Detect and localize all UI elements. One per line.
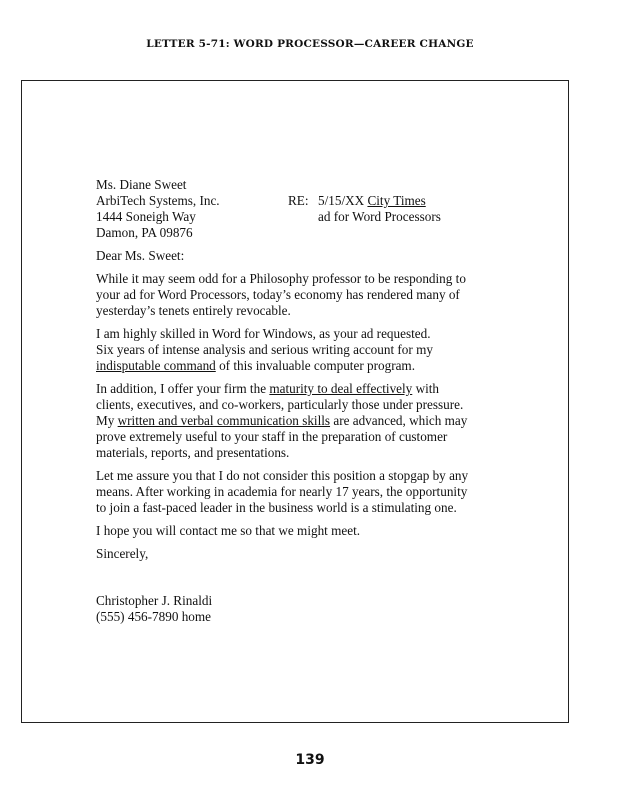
text-line: I am highly skilled in Word for Windows, as your ad requested. <box>96 326 431 341</box>
re-line-2: ad for Word Processors <box>318 209 441 224</box>
recipient-city: Damon, PA 09876 <box>96 225 193 240</box>
address-line <box>96 209 496 225</box>
recipient-company: ArbiTech Systems, Inc. <box>96 193 220 208</box>
text-line: your ad for Word Processors, today’s economy has rendered many of <box>96 287 460 302</box>
text-line: means. After working in academia for nearly 17 years, the opportunity <box>96 484 468 499</box>
re-publication: City Times <box>367 193 426 208</box>
signature-name: Christopher J. Rinaldi <box>96 593 213 608</box>
re-line-1 <box>318 193 426 209</box>
text-line: yesterday’s tenets entirely revocable. <box>96 303 291 318</box>
text-line: My <box>96 413 118 428</box>
underlined-phrase: maturity to deal effectively <box>269 381 413 396</box>
text-line: Let me assure you that I do not consider this position a stopgap by any <box>96 468 469 483</box>
page-header: LETTER 5-71: WORD PROCESSOR—CAREER CHANGE <box>146 38 474 50</box>
re-date: 5/15/XX <box>318 193 365 208</box>
recipient-address <box>96 177 496 241</box>
text-line: prove extremely useful to your staff in the preparation of customer <box>96 429 448 444</box>
text-line: materials, reports, and presentations. <box>96 445 290 460</box>
text-line: are advanced, which may <box>330 413 468 428</box>
salutation: Dear Ms. Sweet: <box>96 248 185 263</box>
text-line: clients, executives, and co-workers, particularly those under pressure. <box>96 397 464 412</box>
paragraph-2 <box>96 326 496 374</box>
underlined-phrase: written and verbal communication skills <box>117 413 331 428</box>
recipient-street: 1444 Soneigh Way <box>96 209 196 224</box>
text-line: Six years of intense analysis and serious writing account for my <box>96 342 433 357</box>
signature-block <box>96 593 496 625</box>
signature-phone: (555) 456-7890 home <box>96 609 212 624</box>
text-line: to join a fast-paced leader in the business world is a stimulating one. <box>96 500 457 515</box>
letter-body <box>96 177 496 625</box>
paragraph-1 <box>96 271 496 319</box>
text-line: While it may seem odd for a Philosophy professor to be responding to <box>96 271 466 286</box>
closing: Sincerely, <box>96 546 149 561</box>
address-line <box>96 193 496 209</box>
paragraph-4 <box>96 468 496 516</box>
text-line: of this invaluable computer program. <box>215 358 415 373</box>
recipient-name: Ms. Diane Sweet <box>96 177 187 192</box>
text-line: In addition, I offer your firm the <box>96 381 270 396</box>
re-label: RE: <box>288 193 309 208</box>
text-line: with <box>412 381 440 396</box>
page-number: 139 <box>295 752 325 768</box>
address-line <box>96 225 496 241</box>
address-line <box>96 177 496 193</box>
underlined-phrase: indisputable command <box>96 358 216 373</box>
paragraph-3 <box>96 381 496 461</box>
paragraph-5: I hope you will contact me so that we might meet. <box>96 523 361 538</box>
